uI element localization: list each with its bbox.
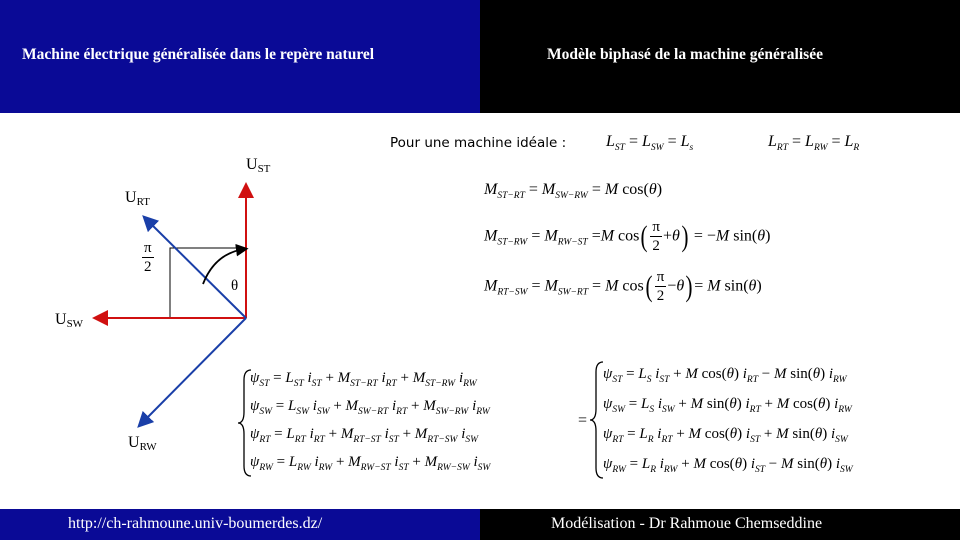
flux-eq-st: $\psi_{ST} = L_{ST}$ $i_{ST} + M_{ST-RT}$ $i_{RT} + M_{ST-RW}$ $i_{RW}$ <box>250 370 477 389</box>
flux-eq-rt: $\psi_{RT} = L_{RT}$ $i_{RT} + M_{RT-ST}$ $i_{ST} + M_{RT-SW}$ $i_{SW}$ <box>250 426 479 445</box>
flux-eq2-rt: $\psi_{RT} = L_R$ $i_{RT} + M$ cos(θ) $i_{ST} + M$ sin(θ) $i_{SW}$ <box>603 426 848 445</box>
urw-vector <box>140 318 246 425</box>
mutual-eq-2: $M_{ST-RW} = M_{RW-ST} =M$ cos( $\frac{\pi}{2}$ +θ) = −M sin(θ) <box>484 219 771 254</box>
equals-sign: = <box>578 412 588 429</box>
intro-text: Pour une machine idéale : <box>390 135 567 151</box>
pi-over-2-label: $\frac{\pi}{2}$ <box>144 240 152 275</box>
usw-label: $U_{SW}$ <box>55 311 84 330</box>
footer-url-link[interactable]: http://ch-rahmoune.univ-boumerdes.dz/ <box>68 515 323 532</box>
flux-eq-sw: $\psi_{SW} = L_{SW}$ $i_{SW} + M_{SW-RT}$ $i_{RT} + M_{SW-RW}$ $i_{RW}$ <box>250 398 490 417</box>
mutual-eq-1: $M_{ST-RT} = M_{SW-RW} = M$ cos(θ) <box>484 181 663 201</box>
flux-eq2-sw: $\psi_{SW} = L_S$ $i_{SW} + M$ sin(θ) $i_{RT} + M$ cos(θ) $i_{RW}$ <box>603 396 852 415</box>
theta-label: θ <box>231 278 239 294</box>
rotor-inductance-eq: $L_{RT} = L_{RW} = L_R$ <box>768 133 860 153</box>
theta-arc <box>203 249 245 284</box>
ust-label: $U_{ST}$ <box>246 156 271 175</box>
urt-label: $U_{RT}$ <box>125 189 150 208</box>
stator-inductance-eq: $L_{ST} = L_{SW} = L_s$ <box>606 133 694 153</box>
flux-eq2-st: $\psi_{ST} = L_S$ $i_{ST} + M$ cos(θ) $i_{RT} - M$ sin(θ) $i_{RW}$ <box>603 366 847 385</box>
footer-credit: Modélisation - Dr Rahmoue Chemseddine <box>551 515 823 532</box>
urt-vector <box>145 218 246 318</box>
right-header-title: Modèle biphasé de la machine généralisée <box>547 46 823 63</box>
left-header-title: Machine électrique généralisée dans le repère naturel <box>22 46 375 63</box>
flux-eq-rw: $\psi_{RW} = L_{RW}$ $i_{RW} + M_{RW-ST}$ $i_{ST} + M_{RW-SW}$ $i_{SW}$ <box>250 454 491 473</box>
mutual-eq-3: $M_{RT-SW} = M_{SW-RT} = M$ cos( $\frac{\pi}{2}$ −θ)= M sin(θ) <box>484 269 762 304</box>
flux-eq2-rw: $\psi_{RW} = L_R$ $i_{RW} + M$ cos(θ) $i_{ST} - M$ sin(θ) $i_{SW}$ <box>603 456 853 475</box>
urw-label: $U_{RW}$ <box>128 434 157 453</box>
